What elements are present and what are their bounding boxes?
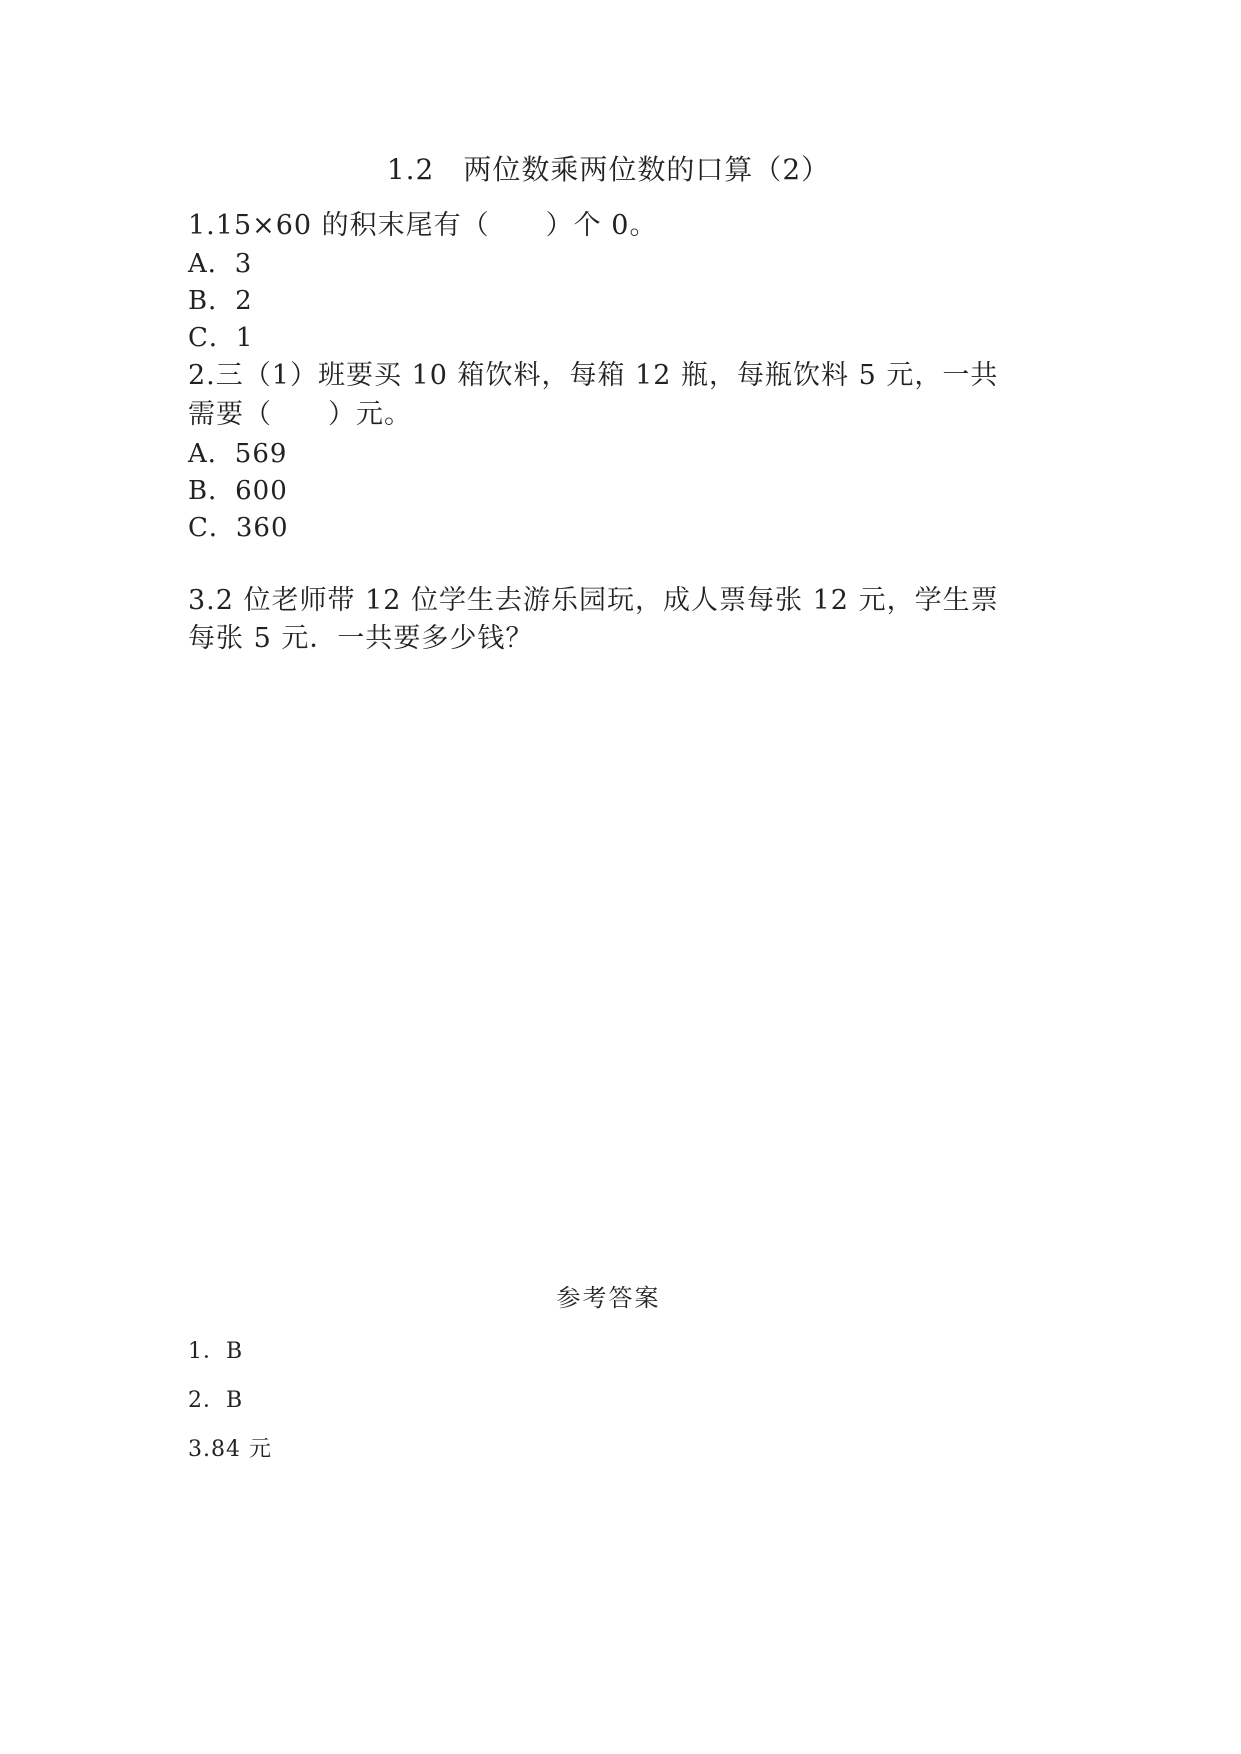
question-2-option-b: B．600 <box>188 476 288 506</box>
answer-2: 2．B <box>188 1388 244 1413</box>
question-1-option-a: A．3 <box>188 249 253 279</box>
question-2-stem-line-1: 2.三（1）班要买 10 箱饮料，每箱 12 瓶，每瓶饮料 5 元，一共 <box>188 360 999 391</box>
question-3-stem-line-1: 3.2 位老师带 12 位学生去游乐园玩，成人票每张 12 元，学生票 <box>188 585 999 616</box>
page-title: 1.2 两位数乘两位数的口算（2） <box>386 153 831 186</box>
question-2-stem-line-2: 需要（ ）元。 <box>188 399 412 430</box>
question-3-stem-line-2: 每张 5 元．一共要多少钱？ <box>188 623 534 654</box>
answer-1: 1．B <box>188 1339 244 1364</box>
answer-3: 3.84 元 <box>188 1437 272 1462</box>
answer-key-title: 参考答案 <box>556 1284 661 1312</box>
question-1-option-b: B．2 <box>188 286 253 316</box>
question-1-stem: 1.15×60 的积末尾有（ ）个 0。 <box>188 210 658 241</box>
question-2-option-a: A．569 <box>188 439 288 469</box>
question-2-option-c: C．360 <box>188 513 289 543</box>
question-1-option-c: C．1 <box>188 323 254 353</box>
